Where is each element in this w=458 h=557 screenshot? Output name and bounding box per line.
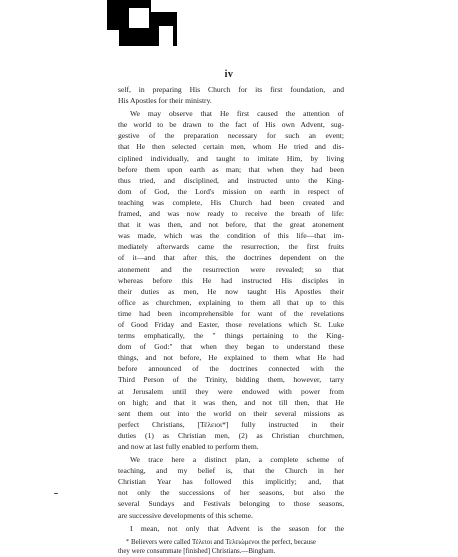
scan-artifact	[107, 0, 177, 46]
text-line: sent them out into the world on their several missions as	[118, 408, 344, 418]
paragraph-4	[118, 523, 344, 534]
footnote	[118, 537, 344, 557]
text-line: Third Person of the Trinity, bidding them, however, tarry	[118, 375, 344, 385]
text-line: before them upon earth as man; that when they had been	[118, 164, 344, 174]
text-line: I mean, not only that Advent is the season for the	[130, 523, 344, 533]
text-line: before announced of the doctrines connected with the	[118, 364, 344, 374]
text-line: the world to be drawn to the fact of His own Advent, sug-	[118, 120, 344, 130]
text-line: perfect Christians, [Τέλειοι*] fully instructed in their	[118, 419, 344, 429]
text-line: on high; and that it was then, and not till then, that He	[118, 397, 344, 407]
text-line: atonement and the resurrection were revealed; so that	[118, 264, 344, 274]
text-line: of Good Friday and Easter, those revelations which St. Luke	[118, 319, 344, 329]
text-line: teaching was complete, His Church had been created and	[118, 197, 344, 207]
paragraph-2	[118, 108, 344, 452]
text-line: dom of God, the Lord's mission on earth in respect of	[118, 186, 344, 196]
text-line: self, in preparing His Church for its first foundation, and	[118, 85, 344, 94]
footnote-line: they were consummate [finished] Christians.—Bingham.	[118, 547, 276, 555]
scan-mark	[54, 493, 58, 494]
text-line: Christian Year has followed this implicitly; and, that	[118, 477, 344, 487]
text-line: not only the successions of her seasons, but also the	[118, 488, 344, 498]
text-line: gestive of the preparation necessary for such an event;	[118, 131, 344, 141]
text-line: dom of God:" that when they began to understand these	[118, 342, 344, 352]
text-line: duties (1) as Christian men, (2) as Christian churchmen,	[118, 430, 344, 440]
text-line: framed, and was now ready to receive the breath of life:	[118, 209, 344, 219]
body-text	[118, 84, 344, 557]
text-line: teaching, and my belief is, that the Church in her	[118, 466, 344, 476]
text-line: that He then selected certain men, whom He tried and dis-	[118, 142, 344, 152]
text-line: and now at last fully enabled to perform them.	[118, 442, 259, 451]
text-line: thus tried, and disciplined, and instructed unto the King-	[118, 175, 344, 185]
text-line: several Sundays and Festivals belonging to those seasons,	[118, 499, 344, 509]
text-line: time had been incomprehensible for want of the revelations	[118, 308, 344, 318]
footnote-text: Believers were called Τέλειοι and Τελειώμενοι the perfect, because	[131, 538, 316, 546]
text-line: things, and not before, He explained to them what He had	[118, 353, 344, 363]
footnote-line	[118, 537, 344, 547]
text-line: office as churchmen, explaining to them all that up to this	[118, 297, 344, 307]
text-line: ciplined individually, and taught to imitate Him, by living	[118, 153, 344, 163]
text-line: of it—and that after this, the doctrines dependent on the	[118, 253, 344, 263]
footnote-marker: *	[126, 538, 129, 545]
text-line: His Apostles for their ministry.	[118, 96, 212, 106]
text-line: whereas before this He had instructed His disciples in	[118, 275, 344, 285]
text-line: We trace here a distinct plan, a complete scheme of	[130, 455, 344, 465]
text-line: was made, which was the condition of this life—that im-	[118, 231, 344, 241]
text-line: We may observe that He first caused the attention of	[130, 109, 344, 119]
text-line: that it was then, and not before, that the great atonement	[118, 220, 344, 230]
page-number: iv	[224, 69, 234, 80]
text-line: their duties as men, He now taught His Apostles their	[118, 286, 344, 296]
text-line: at Jerusalem until they were endowed with power from	[118, 386, 344, 396]
text-line: are successive developments of this scheme.	[118, 510, 253, 520]
text-line: terms emphatically, the " things pertaining to the King-	[118, 331, 344, 341]
text-line: mediately afterwards came the resurrection, the first fruits	[118, 242, 344, 252]
paragraph-3	[118, 454, 344, 521]
paragraph-1	[118, 84, 344, 106]
